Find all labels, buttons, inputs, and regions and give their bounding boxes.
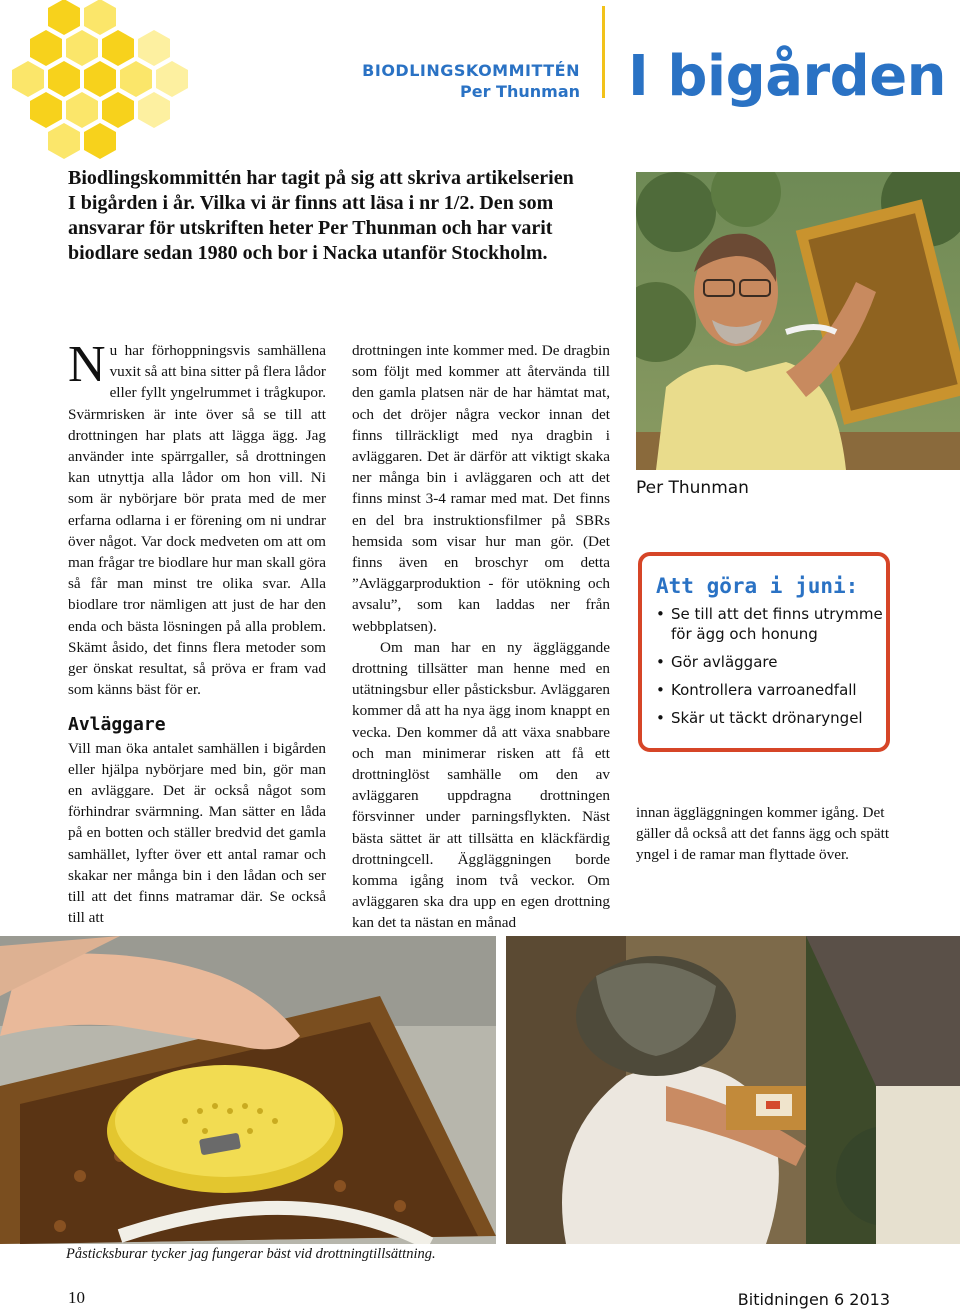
body-paragraph: Vill man öka antalet samhällen i bigården eller hjälpa nybörjare med bin, gör man en avläggare. Det är också något som förhindrar svärmning. Man sätter en låda på en botten och ställer bredvid det gamla samhället, lyfter över ett antal ramar och skakar ner många bin i den lådan och ser till att det finns matramar där. Se också till att (68, 739, 326, 927)
list-item (656, 604, 886, 644)
page-number: 10 (68, 1288, 85, 1307)
todo-box (638, 552, 890, 752)
intro-line: Biodlingskommittén har tagit på sig att skriva artikelserien (68, 167, 574, 189)
intro-line: I bigården i år. Vilka vi är finns att läsa i nr 1/2. Den som (68, 192, 554, 214)
section-name: BIODLINGSKOMMITTÉN (362, 61, 580, 80)
list-item (656, 652, 886, 672)
bullet-icon: • (656, 709, 665, 727)
portrait-photo (636, 172, 960, 470)
body-paragraph (68, 336, 326, 700)
magazine-issue: Bitidningen 6 2013 (737, 1290, 890, 1309)
article-column-2 (352, 340, 610, 934)
list-item (656, 708, 886, 728)
beekeeper-photo (506, 936, 960, 1244)
list-item-text: för ägg och honung (671, 625, 818, 643)
article-column-1 (68, 336, 326, 928)
intro-paragraph (68, 166, 616, 266)
article-column-3 (636, 802, 894, 866)
body-paragraph: drottningen inte kommer med. De dragbin som följt med kommer att återvända till den gamla platsen när de har hämtat mat, och det dröjer några veckor innan det finns tillräckligt med nya dragbin i avläggaren. Det är därför att viktigt skaka ner många bin i avläggaren och att det finns minst 3-4 ramar med mat. Det finns en del bra instruktionsfilmer på SBRs hemsida som visar hur man gör. (Det finns även en broschyr om detta ”Avläggarproduktion - för utökning och avsalu”, som kan laddas ner från webbplatsen). (352, 342, 610, 635)
header-author: Per Thunman (460, 82, 580, 101)
header-kicker (362, 60, 580, 102)
list-item-text: Gör avläggare (671, 653, 778, 671)
honeycomb-graphic (0, 0, 360, 160)
queen-cage-photo (0, 936, 496, 1244)
intro-line: ansvarar för utskriften heter Per Thunman och har varit (68, 217, 553, 239)
todo-title: Att göra i juni: (656, 574, 859, 598)
body-text: u har förhoppningsvis samhällena vuxit så att bina sitter på flera lådor eller fyllt yngelrummet i trågkupor. Svärmrisken är inte över så se till att drottningen har plats att lägga ägg. Jag använder inte spärrgaller, så drottningen kan utnyttja alla lådor om hon vill. Ni som är nybörjare bör prata med de mer erfarna odlarna i er förening om ni undrar över något. Var dock medveten om att om man frågar tre biodlare hur man skall göra så får man minst tre olika svar. Alla biodlare tror nämligen att just de har den enda och bästa lösningen på alla problem. Skämt åsido, det finns flera metoder som ger önskat resultat, så pröva er fram vad som känns bäst för er. (68, 342, 326, 699)
body-paragraph: innan äggläggningen kommer igång. Det gäller då också att det fanns ägg och spätt yngel i de ramar man flyttade över. (636, 804, 890, 864)
todo-list (656, 604, 886, 728)
photo-caption: Per Thunman (636, 478, 749, 498)
intro-line: biodlare sedan 1980 och bor i Nacka utanför Stockholm. (68, 242, 548, 264)
drop-cap: N (68, 336, 106, 393)
photo-caption: Påsticksburar tycker jag fungerar bäst vid drottningtillsättning. (66, 1246, 436, 1262)
header-divider (602, 6, 605, 98)
bullet-icon: • (656, 653, 665, 671)
bullet-icon: • (656, 605, 665, 623)
body-paragraph: Om man har en ny äggläggande drottning tillsätter man henne med en utätningsbur eller påsticksbur. Avläggaren kommer då att ha nya ägg inom knappt en vecka. Den kommer då att växa snabbare och man minimerar risken att få ett drottninglöst samhälle om den av avläggaren uppdragna drottningen försvinner under parningsflykten. Näst bästa sättet är att tillsätta en kläckfärdig drottningcell. Äggläggningen borde komma igång inom två veckor. Om avläggaren ska dra upp en egen drottning kan det ta nästan en månad (352, 638, 610, 932)
list-item-text: Se till att det finns utrymme (671, 605, 883, 623)
list-item (656, 680, 886, 700)
page-title: I bigården (628, 44, 947, 109)
section-heading: Avläggare (68, 714, 166, 736)
bullet-icon: • (656, 681, 665, 699)
list-item-text: Kontrollera varroanedfall (671, 681, 857, 699)
list-item-text: Skär ut täckt drönaryngel (671, 709, 863, 727)
